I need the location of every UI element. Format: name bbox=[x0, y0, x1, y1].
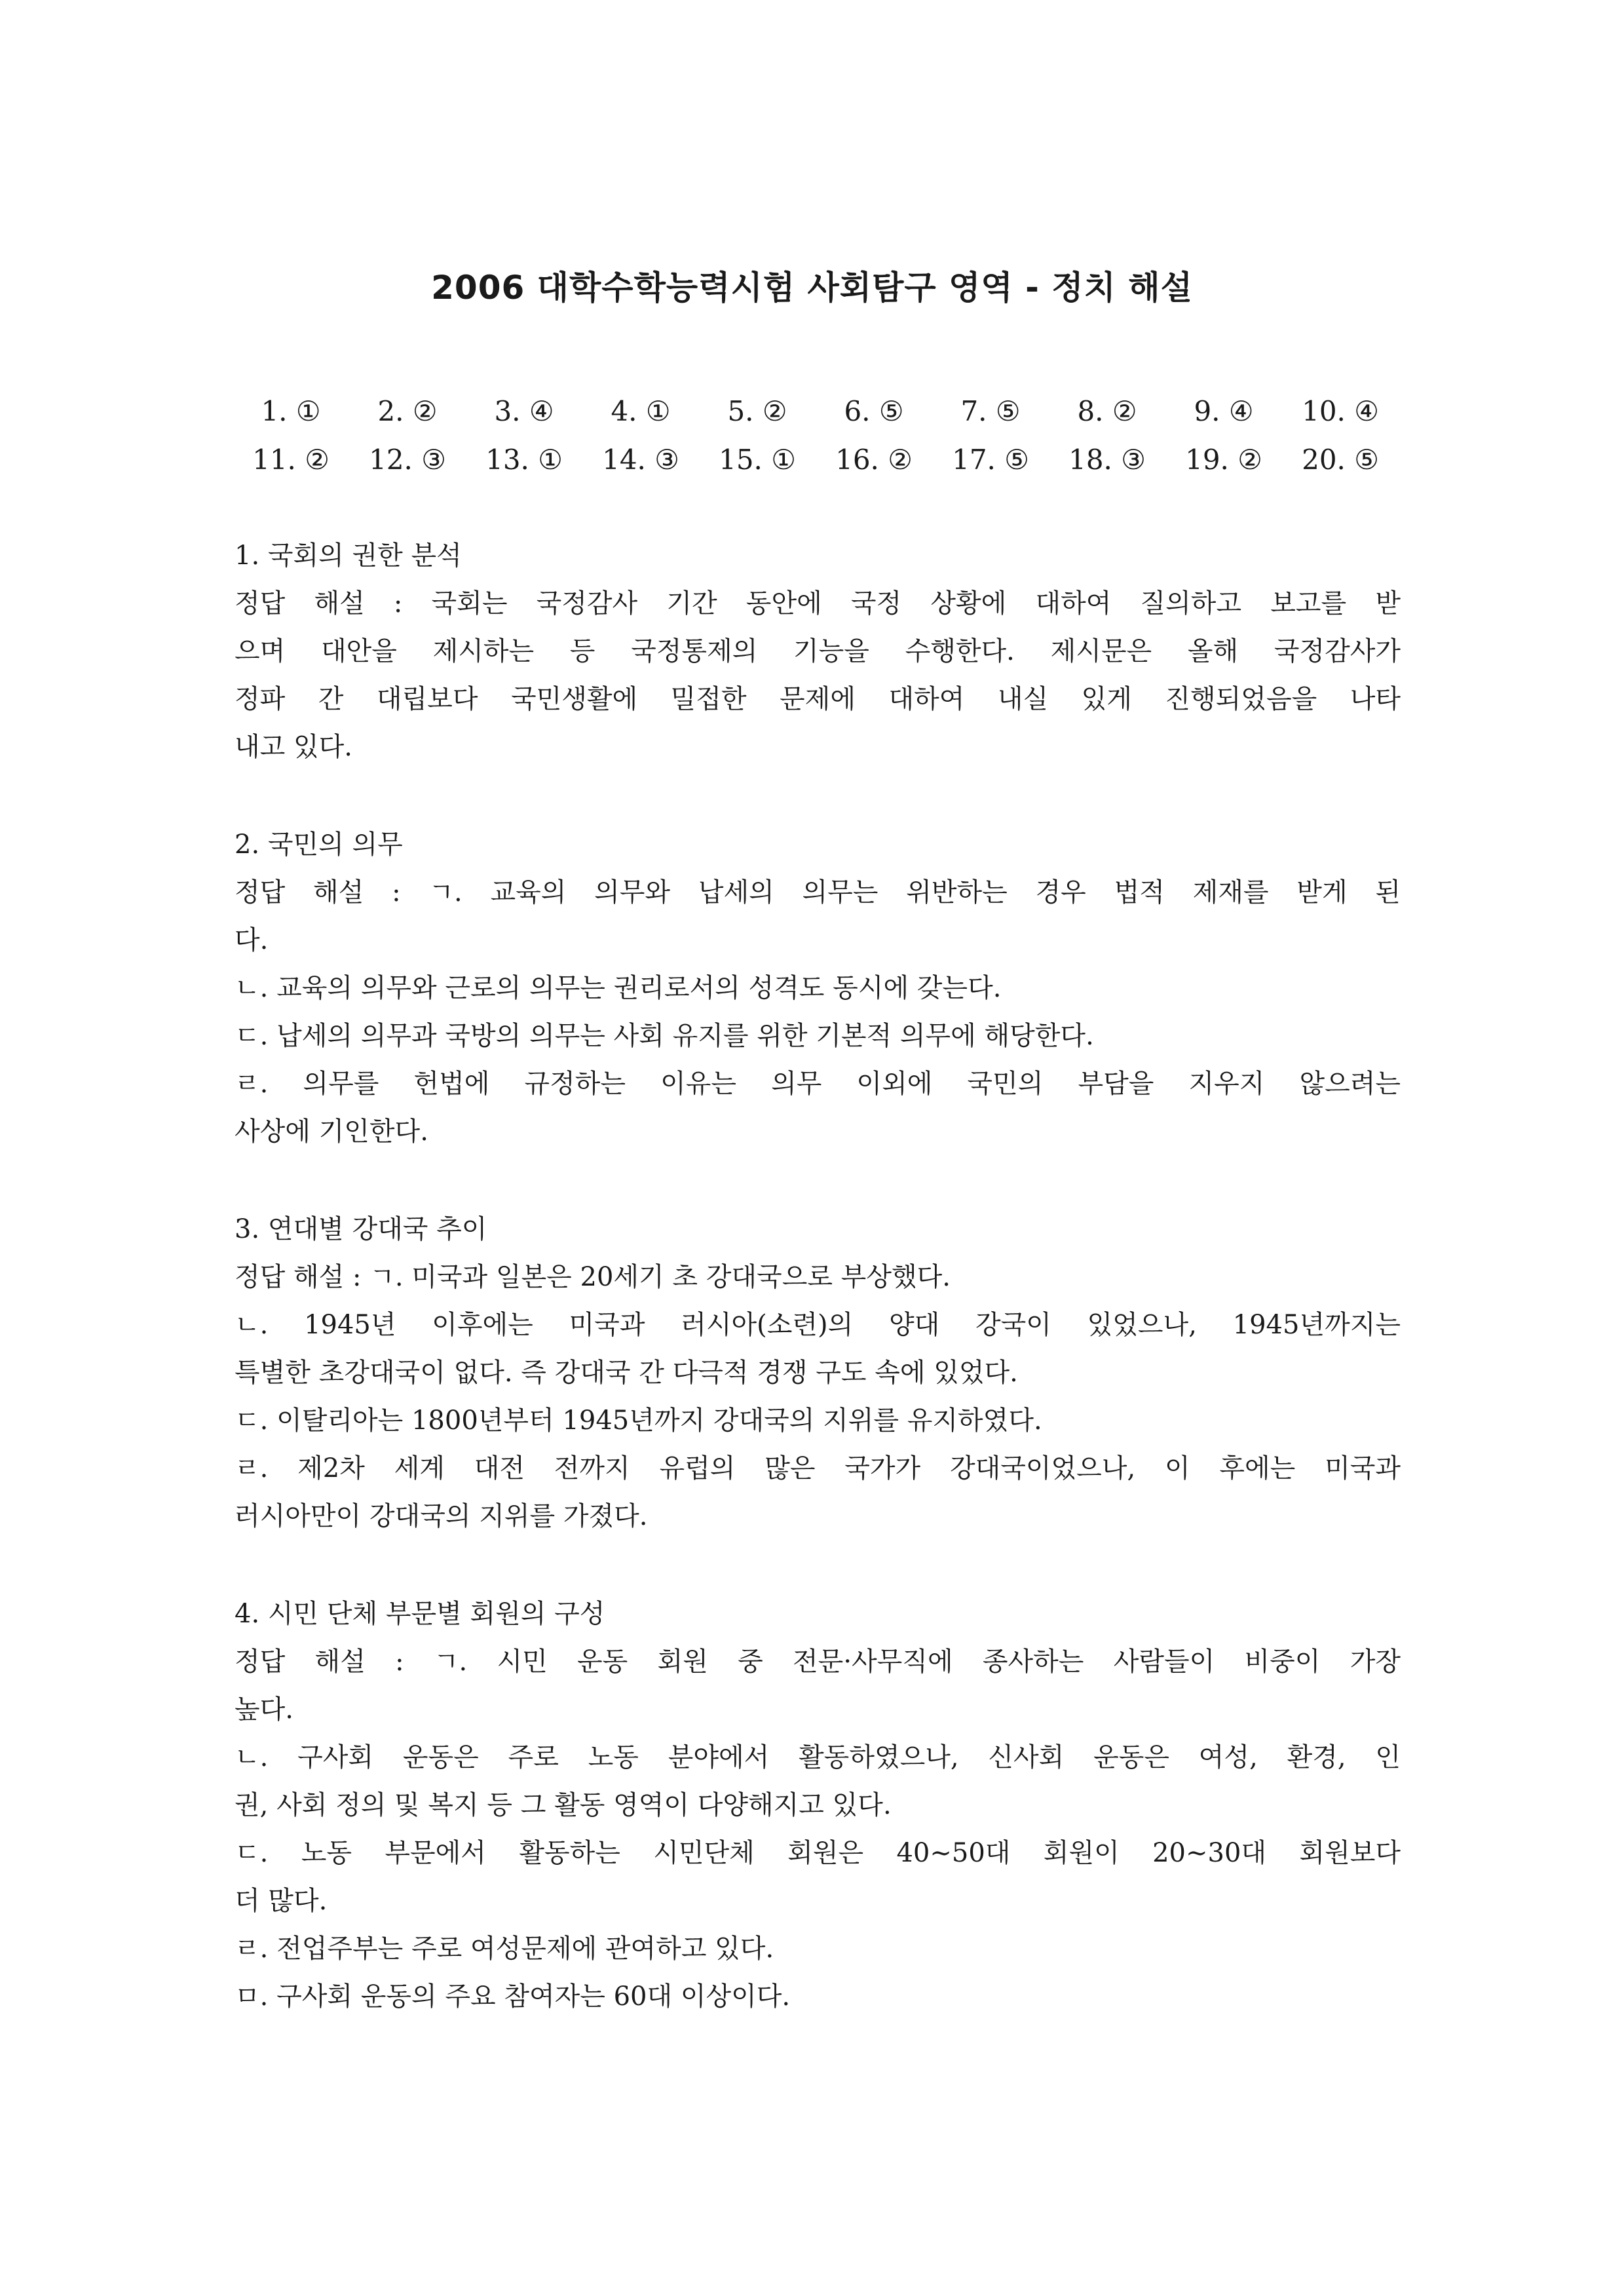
paragraph-line: 다. bbox=[235, 925, 269, 955]
answer-number: 19. bbox=[1185, 443, 1229, 476]
answer-choice: ② bbox=[1112, 394, 1137, 427]
paragraph-line: 정답 해설 : 국회는 국정감사 기간 동안에 국정 상황에 대하여 질의하고 보고를 받 bbox=[235, 588, 1401, 619]
answer-item bbox=[1049, 395, 1165, 427]
answer-item bbox=[699, 395, 816, 427]
paragraph-line: 러시아만이 강대국의 지위를 가졌다. bbox=[235, 1501, 648, 1531]
answer-item bbox=[466, 395, 582, 427]
answer-number: 8. bbox=[1077, 394, 1104, 427]
paragraph-line: 더 많다. bbox=[235, 1886, 328, 1916]
answer-number: 2. bbox=[377, 394, 404, 427]
section-heading: 2. 국민의 의무 bbox=[235, 830, 403, 860]
answer-number: 17. bbox=[952, 443, 996, 476]
paragraph-line: ㅁ. 구사회 운동의 주요 참여자는 60대 이상이다. bbox=[235, 1981, 791, 2012]
paragraph-line: 정답 해설 : ㄱ. 미국과 일본은 20세기 초 강대국으로 부상했다. bbox=[235, 1262, 951, 1292]
answer-item bbox=[816, 395, 932, 427]
answer-choice: ⑤ bbox=[1004, 443, 1029, 476]
answer-choice: ① bbox=[645, 394, 671, 427]
answer-choice: ② bbox=[412, 394, 438, 427]
answer-number: 18. bbox=[1068, 443, 1112, 476]
answer-number: 1. bbox=[261, 394, 288, 427]
answer-item bbox=[582, 395, 699, 427]
paragraph-line: 내고 있다. bbox=[235, 732, 352, 762]
answer-item bbox=[1165, 444, 1282, 476]
answer-item bbox=[233, 444, 349, 476]
answer-number: 20. bbox=[1302, 443, 1346, 476]
paragraph-line: 정답 해설 : ㄱ. 교육의 의무와 납세의 의무는 위반하는 경우 법적 제재를 받게 된 bbox=[235, 877, 1401, 908]
answer-row-2 bbox=[233, 435, 1399, 484]
section-heading: 3. 연대별 강대국 추이 bbox=[235, 1214, 487, 1244]
paragraph-line: ㄴ. 구사회 운동은 주로 노동 분야에서 활동하였으나, 신사회 운동은 여성, 환경, 인 bbox=[235, 1742, 1401, 1772]
answer-item bbox=[349, 395, 466, 427]
answer-number: 7. bbox=[960, 394, 987, 427]
paragraph-line: 권, 사회 정의 및 복지 등 그 활동 영역이 다양해지고 있다. bbox=[235, 1790, 892, 1820]
section-2 bbox=[235, 821, 1401, 1156]
answer-item bbox=[932, 444, 1049, 476]
answer-number: 6. bbox=[844, 394, 871, 427]
section-3 bbox=[235, 1206, 1401, 1540]
answer-item bbox=[699, 444, 816, 476]
section-heading: 4. 시민 단체 부문별 회원의 구성 bbox=[235, 1599, 605, 1629]
paragraph-line: ㄴ. 1945년 이후에는 미국과 러시아(소련)의 양대 강국이 있었으나, 1945년까지는 bbox=[235, 1310, 1401, 1340]
paragraph-line: 정파 간 대립보다 국민생활에 밀접한 문제에 대하여 내실 있게 진행되었음을 나타 bbox=[235, 684, 1401, 714]
answer-choice: ② bbox=[762, 394, 787, 427]
answer-number: 13. bbox=[485, 443, 529, 476]
paragraph-line: ㄴ. 교육의 의무와 근로의 의무는 권리로서의 성격도 동시에 갖는다. bbox=[235, 973, 1002, 1003]
paragraph-line: ㄷ. 노동 부문에서 활동하는 시민단체 회원은 40∼50대 회원이 20∼30대 회원보다 bbox=[235, 1838, 1401, 1868]
answer-choice: ① bbox=[771, 443, 796, 476]
paragraph-line: ㄹ. 의무를 헌법에 규정하는 이유는 의무 이외에 국민의 부담을 지우지 않으려는 bbox=[235, 1069, 1401, 1099]
paragraph-line: 특별한 초강대국이 없다. 즉 강대국 간 다극적 경쟁 구도 속에 있었다. bbox=[235, 1358, 1018, 1388]
answer-choice: ① bbox=[538, 443, 563, 476]
paragraph-line: ㄹ. 전업주부는 주로 여성문제에 관여하고 있다. bbox=[235, 1934, 774, 1964]
answer-number: 9. bbox=[1194, 394, 1220, 427]
page-title: 2006 대학수학능력시험 사회탐구 영역 - 정치 해설 bbox=[431, 269, 1193, 307]
answer-item bbox=[233, 395, 349, 427]
paragraph-line: 으며 대안을 제시하는 등 국정통제의 기능을 수행한다. 제시문은 올해 국정감사가 bbox=[235, 636, 1401, 666]
answer-choice: ③ bbox=[1121, 443, 1146, 476]
answer-choice: ② bbox=[888, 443, 913, 476]
paragraph-line: 사상에 기인한다. bbox=[235, 1117, 428, 1147]
section-heading: 1. 국회의 권한 분석 bbox=[235, 541, 462, 571]
answer-number: 4. bbox=[611, 394, 637, 427]
section-1 bbox=[235, 532, 1401, 771]
answer-number: 15. bbox=[719, 443, 763, 476]
answer-choice: ④ bbox=[1228, 394, 1254, 427]
answer-number: 3. bbox=[494, 394, 521, 427]
answer-choice: ⑤ bbox=[878, 394, 904, 427]
answer-choice: ⑤ bbox=[1354, 443, 1379, 476]
answer-number: 11. bbox=[252, 443, 296, 476]
answer-item bbox=[1165, 395, 1282, 427]
explanations bbox=[235, 532, 1401, 2071]
paragraph-line: ㄷ. 납세의 의무과 국방의 의무는 사회 유지를 위한 기본적 의무에 해당한다. bbox=[235, 1021, 1094, 1051]
answer-item bbox=[1282, 444, 1399, 476]
answer-number: 16. bbox=[835, 443, 879, 476]
answer-number: 12. bbox=[369, 443, 413, 476]
answer-number: 10. bbox=[1302, 394, 1346, 427]
answer-row-1 bbox=[233, 387, 1399, 435]
paragraph-line: 정답 해설 : ㄱ. 시민 운동 회원 중 전문·사무직에 종사하는 사람들이 비중이 가장 bbox=[235, 1647, 1401, 1677]
answer-choice: ② bbox=[1237, 443, 1262, 476]
section-4 bbox=[235, 1590, 1401, 2021]
answer-choice: ② bbox=[305, 443, 330, 476]
answer-choice: ④ bbox=[1354, 394, 1379, 427]
answer-choice: ③ bbox=[421, 443, 446, 476]
answer-item bbox=[932, 395, 1049, 427]
answer-item bbox=[1049, 444, 1165, 476]
answer-item bbox=[816, 444, 932, 476]
answer-item bbox=[1282, 395, 1399, 427]
answer-choice: ③ bbox=[654, 443, 679, 476]
paragraph-line: ㄹ. 제2차 세계 대전 전까지 유럽의 많은 국가가 강대국이었으나, 이 후에는 미국과 bbox=[235, 1453, 1401, 1483]
answer-item bbox=[466, 444, 582, 476]
paragraph-line: ㄷ. 이탈리아는 1800년부터 1945년까지 강대국의 지위를 유지하였다. bbox=[235, 1406, 1042, 1436]
answer-item bbox=[582, 444, 699, 476]
answer-choice: ④ bbox=[529, 394, 554, 427]
answer-choice: ① bbox=[295, 394, 321, 427]
answer-choice: ⑤ bbox=[995, 394, 1021, 427]
answer-key bbox=[233, 387, 1399, 484]
answer-number: 14. bbox=[602, 443, 646, 476]
paragraph-line: 높다. bbox=[235, 1694, 293, 1725]
answer-number: 5. bbox=[727, 394, 754, 427]
answer-item bbox=[349, 444, 466, 476]
